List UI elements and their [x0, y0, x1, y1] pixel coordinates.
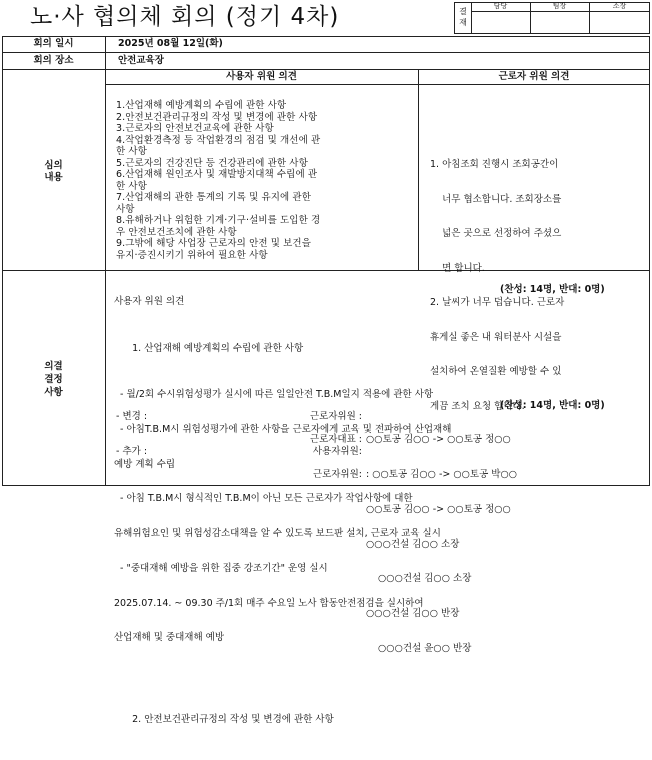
- list-item: 2.안전보건관리규정의 작성 및 변경에 관한 사항: [116, 111, 318, 123]
- list-item: 2025.07.14. ~ 09.30 주/1회 매주 수요일 노사 합동안전점검을 실시하여: [114, 597, 424, 609]
- add-row: ○○○건설 김○○ 반장: [366, 608, 460, 620]
- list-item: 예방 계획 수립: [114, 458, 176, 470]
- list-item: 유해위험요인 및 위험성감소대책을 알 수 있도록 보드판 설치, 근로자 교육 실시: [114, 528, 441, 540]
- approval-label: 결재: [459, 7, 467, 27]
- add-row: ○○○건설 김○○ 소장: [378, 573, 472, 585]
- approval-col-manager: 팀장: [552, 2, 567, 10]
- list-item: 9.그밖에 해당 사업장 근로자의 안전 및 보건을: [116, 238, 311, 249]
- list-item: 휴게실 좋은 내 워터분사 시설을: [430, 331, 562, 343]
- add-label: - 추가 :: [116, 446, 148, 457]
- resolution-label: 의결 결정 사항: [44, 361, 63, 398]
- date-value: 2025년 08월 12일(화): [118, 38, 223, 49]
- list-item: 유지·증진시키기 위하여 필요한 사항: [116, 249, 268, 261]
- list-item: 1.산업재해 예방계획의 수립에 관한 사항: [116, 100, 287, 111]
- change-label: - 변경 :: [116, 411, 148, 422]
- list-item: 7.산업재해의 관한 통계의 기록 및 유지에 관한: [116, 192, 311, 203]
- approval-col-staff: 담당: [493, 2, 508, 10]
- list-item: 게끔 조치 요청 합니다.: [430, 400, 525, 412]
- list-item: 면 합니다.: [430, 262, 485, 274]
- date-label: 회의 일시: [33, 38, 74, 49]
- list-item: 설치하여 온열질환 예방할 수 있: [430, 366, 562, 377]
- list-item: 1. 아침조회 진행시 조회공간이: [430, 159, 559, 170]
- list-item: 8.유해하거나 위험한 기계·기구·설비를 도입한 경: [116, 215, 321, 226]
- change-row: ○○토공 김○○ -> ○○토공 정○○: [366, 503, 511, 515]
- item2-title: 2. 안전보건관리규정의 작성 및 변경에 관한 사항: [132, 713, 334, 725]
- user-opinion-heading: 사용자 위원 의견: [226, 71, 297, 82]
- content-label: 심의 내용: [44, 160, 63, 183]
- user-items-list: [116, 100, 320, 261]
- list-item: 한 사항: [116, 146, 147, 157]
- worker-opinion-heading: 근로자 위원 의견: [498, 71, 570, 82]
- list-item: 4.작업환경측정 등 작업환경의 점검 및 개선에 관: [116, 134, 321, 146]
- change-roles: 근로자위원 : 근로자대표 : 사용자위원: 근로자위원:: [309, 411, 362, 480]
- approval-col-director: 소장: [612, 2, 627, 10]
- list-item: 산업재해 및 중대재해 예방: [114, 632, 225, 644]
- resolution-heading: 사용자 위원 의견: [114, 296, 185, 308]
- list-item: - 월/2회 수시위험성평가 실시에 따른 일일안전 T.B.M일지 적용에 관한 사항: [114, 388, 434, 400]
- list-item: 너무 협소합니다. 조회장소를: [430, 193, 562, 205]
- document-title: 노·사 협의체 회의 (정기 4차): [30, 4, 340, 30]
- add-row: ○○○건설 윤○○ 반장: [378, 642, 472, 654]
- list-item: - 아침 T.B.M시 형식적인 T.B.M이 아닌 모든 근로자가 작업사항에 대한: [114, 493, 413, 505]
- list-item: 한 사항: [116, 180, 147, 192]
- list-item: 우 안전보건조치에 관한 사항: [116, 226, 237, 238]
- list-item: 사항: [116, 203, 135, 215]
- item1-title: 1. 산업재해 예방계획의 수립에 관한 사항: [132, 342, 304, 354]
- list-item: 2. 날씨가 너무 덥습니다. 근로자: [430, 297, 565, 308]
- list-item: 3.근로자의 안전보건교육에 관한 사항: [116, 123, 274, 134]
- place-label: 회의 장소: [33, 55, 74, 66]
- list-item: - "중대재해 예방을 위한 집중 강조기간" 운영 실시: [114, 562, 328, 574]
- item2-vote: (찬성: 14명, 반대: 0명): [500, 400, 605, 411]
- add-row: ○○○건설 김○○ 소장: [366, 538, 460, 550]
- change-values: [366, 411, 517, 678]
- list-item: 5.근로자의 건강진단 등 건강관리에 관한 사항: [116, 157, 308, 169]
- item1-vote: (찬성: 14명, 반대: 0명): [500, 284, 605, 295]
- change-row: : ○○토공 김○○ -> ○○토공 박○○: [366, 468, 518, 480]
- place-value: 안전교육장: [118, 55, 164, 66]
- change-row: ○○토공 김○○ -> ○○토공 정○○: [366, 434, 511, 446]
- list-item: - 아침T.B.M시 위험성평가에 관한 사항을 근로자에게 교육 및 전파하여 산업재해: [114, 423, 452, 435]
- list-item: 넓은 곳으로 선정하여 주셨으: [430, 228, 562, 239]
- list-item: 6.산업재해 원인조사 및 재발방지대책 수립에 관: [116, 169, 318, 180]
